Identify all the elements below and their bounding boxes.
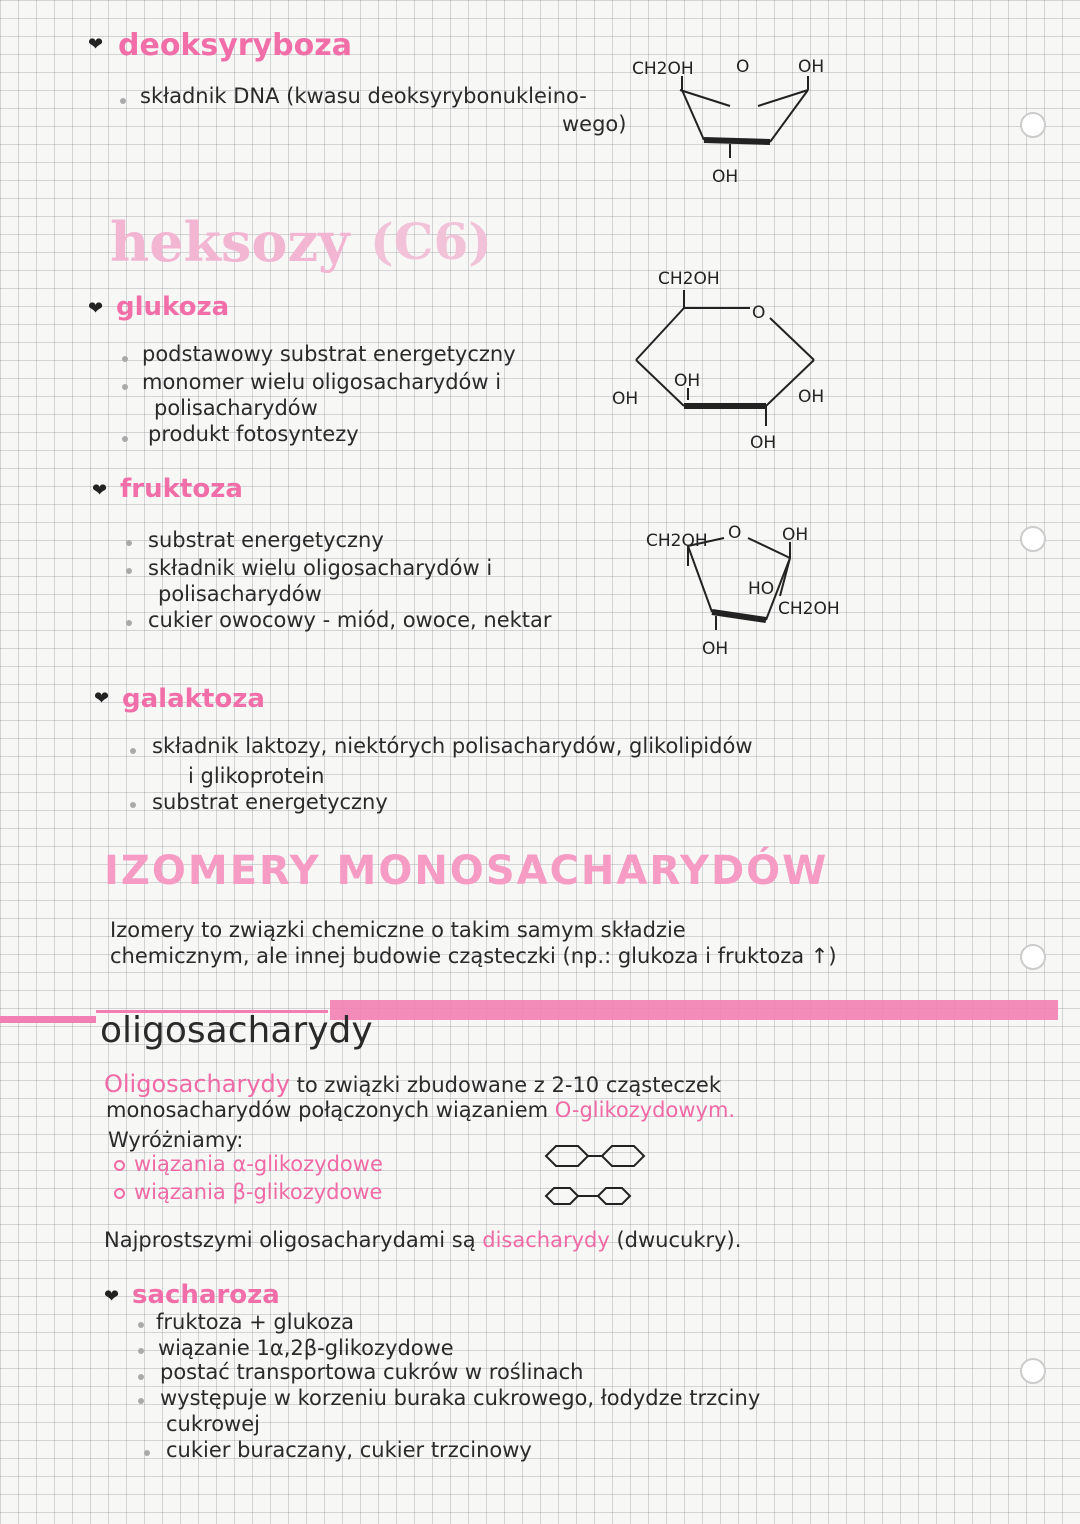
fruktoza-title: fruktoza [120, 474, 243, 504]
binder-hole [1020, 944, 1046, 970]
glucose-oh-bottom: OH [750, 433, 777, 453]
oligo-simplest-term: disacharydy [482, 1228, 610, 1252]
oligo-simplest [104, 1228, 741, 1252]
bullet [138, 1348, 144, 1354]
heart-icon: ❤ [94, 688, 110, 709]
glukoza-item-1: podstawowy substrat energetyczny [142, 342, 516, 366]
glukoza-item-2: monomer wielu oligosacharydów i [142, 370, 502, 394]
bullet [122, 384, 128, 390]
oligo-beta: wiązania β-glikozydowe [134, 1180, 383, 1204]
sacharoza-item-4b: cukrowej [166, 1412, 260, 1436]
deoxyribose-structure [620, 46, 850, 196]
bullet [114, 1188, 125, 1199]
glukoza-item-2b: polisacharydów [154, 396, 318, 420]
glucose-oh-left: OH [612, 389, 639, 409]
sacharoza-title: sacharoza [132, 1280, 280, 1310]
glucose-ch2oh: CH2OH [658, 269, 720, 289]
deoksyryboza-title: deoksyryboza [118, 28, 352, 63]
oligo-simplest-a: Najprostszymi oligosacharydami są [104, 1228, 483, 1252]
oligo-def-term: Oligosacharydy [104, 1070, 290, 1098]
bullet [120, 98, 126, 104]
sacharoza-item-3: postać transportowa cukrów w roślinach [160, 1360, 584, 1384]
sacharoza-item-1: fruktoza + glukoza [156, 1310, 355, 1334]
galaktoza-item-2: substrat energetyczny [152, 790, 388, 814]
izomery-line2: chemicznym, ale innej budowie cząsteczki (np.: glukoza i fruktoza ↑) [110, 944, 837, 968]
bullet [138, 1322, 144, 1328]
sacharoza-item-2: wiązanie 1α,2β-glikozydowe [158, 1336, 454, 1360]
heksozy-label: (C6) [370, 212, 492, 271]
glucose-structure [600, 258, 850, 458]
glycosidic-bond-sketch [536, 1132, 656, 1212]
header-stripe-left [0, 1016, 96, 1023]
sacharoza-item-5: cukier buraczany, cukier trzcinowy [166, 1438, 532, 1462]
fruktoza-item-1: substrat energetyczny [148, 528, 384, 552]
oligo-def-term2: O-glikozydowym. [554, 1098, 736, 1122]
binder-hole [1020, 1358, 1046, 1384]
oligo-title: oligosacharydy [100, 1010, 373, 1051]
deoxy-o: O [736, 57, 750, 77]
deoxy-oh-bottom: OH [712, 167, 739, 187]
bullet [130, 802, 136, 808]
glucose-o: O [752, 303, 766, 323]
glucose-oh-right: OH [798, 387, 825, 407]
bullet [144, 1450, 150, 1456]
bullet [122, 436, 128, 442]
oligo-def-line2a: monosacharydów połączonych wiązaniem [106, 1098, 555, 1122]
heart-icon: ❤ [92, 480, 108, 501]
oligo-simplest-b: (dwucukry). [609, 1228, 742, 1252]
bullet [130, 748, 136, 754]
fructose-o: O [728, 523, 742, 543]
galaktoza-item-1: składnik laktozy, niektórych polisacharydów, glikolipidów [152, 734, 753, 758]
fruktoza-item-2: składnik wielu oligosacharydów i [148, 556, 493, 580]
oligo-wyr: Wyróżniamy: [108, 1128, 244, 1152]
header-stripe-right [330, 1000, 1058, 1020]
sacharoza-item-4: występuje w korzeniu buraka cukrowego, łodydze trzciny [160, 1386, 761, 1410]
fructose-structure [630, 516, 860, 666]
glukoza-item-3: produkt fotosyntezy [148, 422, 359, 446]
bullet [138, 1398, 144, 1404]
izomery-title: IZOMERY MONOSACHARYDÓW [104, 848, 829, 894]
heart-icon: ❤ [88, 34, 104, 55]
fruktoza-item-3: cukier owocowy - miód, owoce, nektar [148, 608, 552, 632]
bullet [138, 1374, 144, 1380]
fructose-ch2oh-right: CH2OH [778, 599, 840, 619]
heart-icon: ❤ [88, 298, 104, 319]
izomery-line1: Izomery to związki chemiczne o takim samym składzie [110, 918, 686, 942]
fructose-oh-right: OH [782, 525, 809, 545]
glukoza-title: glukoza [116, 292, 230, 322]
bullet [122, 356, 128, 362]
bullet [126, 568, 132, 574]
fructose-ch2oh: CH2OH [646, 531, 708, 551]
deoxy-oh-right: OH [798, 57, 825, 77]
oligo-def-rest1: to związki zbudowane z 2-10 cząsteczek [289, 1073, 722, 1097]
binder-hole [1020, 112, 1046, 138]
deoksyryboza-line2: wego) [562, 112, 627, 136]
deoxy-ch2oh: CH2OH [632, 59, 694, 79]
deoksyryboza-line1: składnik DNA (kwasu deoksyrybonukleino- [140, 84, 587, 108]
fructose-oh-bottom: OH [702, 639, 729, 659]
bullet [126, 620, 132, 626]
heart-icon: ❤ [104, 1286, 120, 1307]
heksozy-title: heksozy [110, 210, 350, 274]
bullet [114, 1160, 125, 1171]
binder-hole [1020, 526, 1046, 552]
bullet [126, 540, 132, 546]
galaktoza-item-1b: i glikoprotein [188, 764, 325, 788]
glucose-oh-inner: OH [674, 371, 701, 391]
oligo-def-line2 [106, 1098, 735, 1122]
fruktoza-item-2b: polisacharydów [158, 582, 322, 606]
galaktoza-title: galaktoza [122, 684, 265, 714]
oligo-def-line1 [104, 1070, 721, 1098]
oligo-alpha: wiązania α-glikozydowe [134, 1152, 383, 1176]
fructose-ho: HO [748, 579, 775, 599]
